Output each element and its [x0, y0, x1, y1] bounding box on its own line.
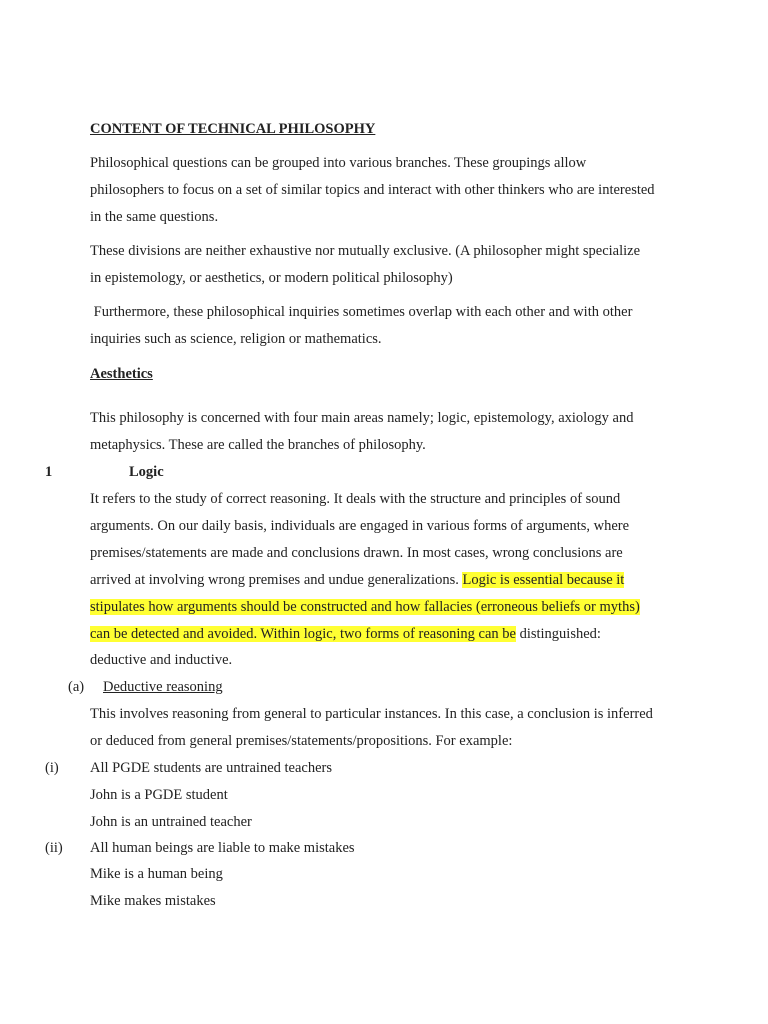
intro-paragraph-1-line-3: in the same questions.	[90, 209, 219, 225]
example-2-line-1: All human beings are liable to make mistakes	[90, 840, 355, 856]
intro-paragraph-3-line-1: Furthermore, these philosophical inquiries sometimes overlap with each other and with other	[90, 304, 633, 320]
example-2-marker: (ii)	[45, 840, 63, 856]
example-1-line-1: All PGDE students are untrained teachers	[90, 760, 332, 776]
deductive-heading: Deductive reasoning	[103, 679, 223, 695]
document-title: CONTENT OF TECHNICAL PHILOSOPHY	[90, 121, 376, 137]
logic-line-6	[90, 625, 601, 643]
intro-paragraph-2-line-2: in epistemology, or aesthetics, or modern political philosophy)	[90, 270, 453, 286]
intro-paragraph-1-line-1: Philosophical questions can be grouped into various branches. These groupings allow	[90, 155, 587, 171]
deductive-marker: (a)	[68, 679, 85, 695]
logic-line-2: arguments. On our daily basis, individuals are engaged in various forms of arguments, where	[90, 518, 630, 534]
logic-line-6-plain: distinguished:	[515, 626, 601, 642]
aesthetics-paragraph-line-2: metaphysics. These are called the branches of philosophy.	[90, 437, 426, 453]
example-1-marker: (i)	[45, 760, 59, 776]
intro-paragraph-2-line-1: These divisions are neither exhaustive nor mutually exclusive. (A philosopher might specialize	[90, 243, 641, 259]
example-2-line-2: Mike is a human being	[90, 866, 223, 882]
logic-line-3: premises/statements are made and conclusions drawn. In most cases, wrong conclusions are	[90, 545, 623, 561]
example-1-line-3: John is an untrained teacher	[90, 814, 252, 830]
logic-line-6-highlight: can be detected and avoided. Within logic, two forms of reasoning can be	[90, 626, 516, 642]
logic-line-4	[90, 571, 624, 589]
logic-line-5-highlight: stipulates how arguments should be constructed and how fallacies (erroneous beliefs or myths)	[90, 599, 640, 615]
example-2-line-3: Mike makes mistakes	[90, 893, 216, 909]
example-1-line-2: John is a PGDE student	[90, 787, 228, 803]
aesthetics-heading: Aesthetics	[90, 366, 153, 382]
deductive-line-2: or deduced from general premises/statements/propositions. For example:	[90, 733, 513, 749]
logic-line-4-highlight: Logic is essential because it	[462, 572, 625, 588]
intro-paragraph-3-line-2: inquiries such as science, religion or mathematics.	[90, 331, 382, 347]
logic-line-1: It refers to the study of correct reasoning. It deals with the structure and principles of sound	[90, 491, 621, 507]
deductive-line-1: This involves reasoning from general to particular instances. In this case, a conclusion is inferred	[90, 706, 653, 722]
intro-paragraph-1-line-2: philosophers to focus on a set of similar topics and interact with other thinkers who are interested	[90, 182, 655, 198]
logic-line-4-plain: arrived at involving wrong premises and undue generalizations.	[90, 572, 463, 588]
logic-section-number: 1	[45, 464, 53, 480]
logic-heading: Logic	[129, 464, 164, 480]
aesthetics-paragraph-line-1: This philosophy is concerned with four main areas namely; logic, epistemology, axiology and	[90, 410, 634, 426]
logic-line-5	[90, 598, 640, 616]
logic-line-7: deductive and inductive.	[90, 652, 233, 668]
